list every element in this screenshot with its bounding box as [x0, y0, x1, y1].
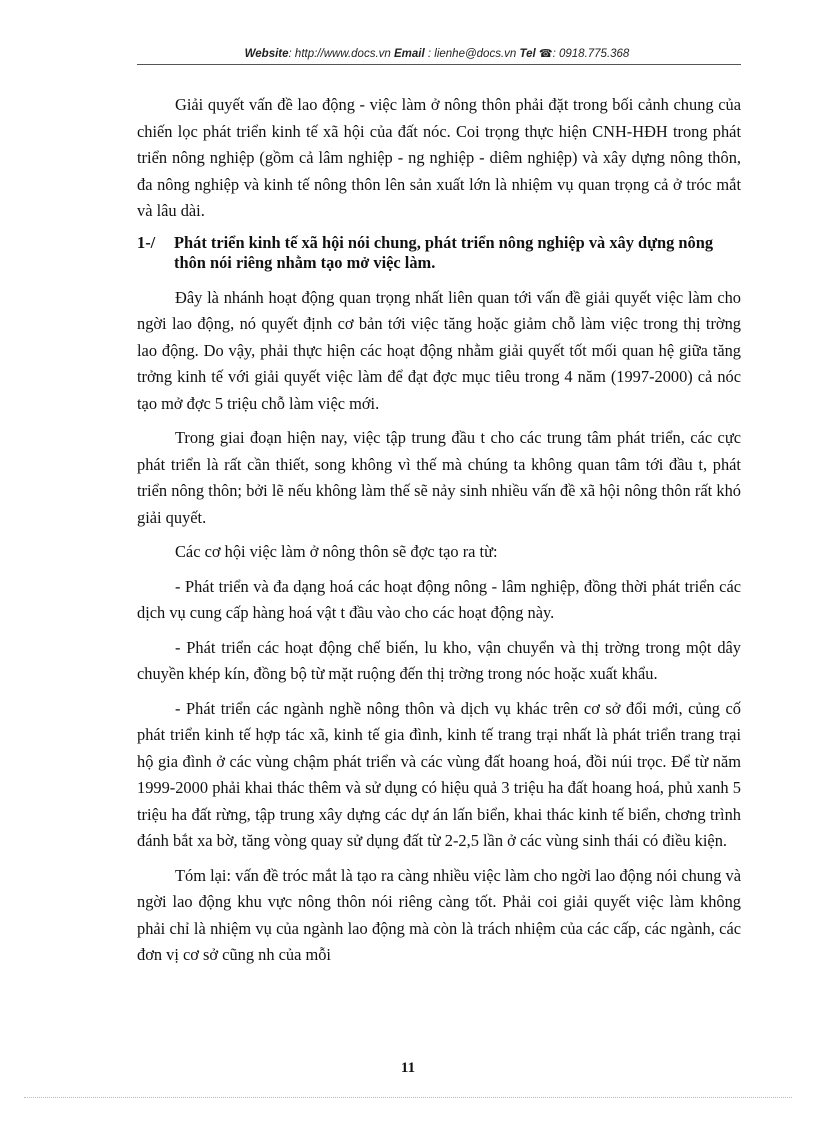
paragraph-6: - Phát triển các hoạt động chế biến, lu kho, vận chuyển và thị trờng trong một dây chuyền khép kín, đồng bộ từ mặt ruộng đến thị trờng trong nóc hoặc xuất khẩu.: [137, 637, 741, 683]
document-body: [137, 92, 741, 977]
paragraph-7: - Phát triển các ngành nghề nông thôn và dịch vụ khác trên cơ sở đổi mới, củng cố phát triển kinh tế hợp tác xã, kinh tế gia đình, kinh tế trang trại nhất là phát triển trang trại hộ gia đình ở các vùng chậm phát triển và các vùng đất hoang hoá, đồi núi trọc. Để từ năm 1999-2000 phải khai thác thêm và sử dụng có hiệu quả 3 triệu ha đất hoang hoá, phủ xanh 5 triệu ha đất rừng, tập trung xây dựng các dự án lấn biển, khai thác kinh tế biển, chơng trình đánh bắt xa bờ, tăng vòng quay sử dụng đất từ 2-2,5 lần ở các vùng sinh thái có điều kiện.: [137, 698, 741, 850]
section-heading-text: Phát triển kinh tế xã hội nói chung, phát triển nông nghiệp và xây dựng nông thôn nói riêng nhằm tạo mở việc làm.: [174, 232, 714, 272]
paragraph-4: Các cơ hội việc làm ở nông thôn sẽ đợc tạo ra từ:: [175, 542, 498, 561]
page-header: [137, 47, 737, 60]
phone-icon: ☎: [538, 48, 553, 60]
footer-divider: [24, 1097, 792, 1098]
header-divider: [137, 64, 741, 65]
tel-label: Tel: [519, 48, 536, 60]
tel-value: : 0918.775.368: [552, 48, 630, 60]
website-value: : http://www.docs.vn: [288, 48, 391, 60]
paragraph-5: - Phát triển và đa dạng hoá các hoạt động nông - lâm nghiệp, đồng thời phát triển các dịch vụ cung cấp hàng hoá vật t đầu vào cho các hoạt động này.: [137, 576, 741, 622]
email-label: Email: [394, 48, 425, 60]
section-heading: [137, 233, 741, 273]
paragraph-2: Đây là nhánh hoạt động quan trọng nhất liên quan tới vấn đề giải quyết việc làm cho ngời lao động, nó quyết định cơ bản tới việc tăng hoặc giảm chỗ làm việc trong thị trờng lao động. Do vậy, phải thực hiện các hoạt động nhằm giải quyết tốt mối quan hệ giữa tăng trởng kinh tế với giải quyết việc làm để đạt đợc mục tiêu trong 4 năm (1997-2000) cả nóc tạo mở đợc 5 triệu chỗ làm việc mới.: [137, 287, 741, 413]
paragraph-intro: Giải quyết vấn đề lao động - việc làm ở nông thôn phải đặt trong bối cảnh chung của chiến lọc phát triển kinh tế xã hội của đất nóc. Coi trọng thực hiện CNH-HĐH trong phát triển nông nghiệp (gồm cả lâm nghiệp - ng nghiệp - diêm nghiệp) và xây dựng nông thôn, đa nông nghiệp và kinh tế nông thôn lên sản xuất lớn là nhiệm vụ quan trọng cả ở tróc mắt và lâu dài.: [137, 95, 741, 220]
page-number: 11: [400, 1060, 416, 1076]
section-heading-number: 1-/: [137, 232, 156, 252]
email-value: : lienhe@docs.vn: [427, 48, 517, 60]
paragraph-8: Tóm lại: vấn đề tróc mắt là tạo ra càng nhiều việc làm cho ngời lao động nói chung và ngời lao động khu vực nông thôn nói riêng càng tốt. Phải coi giải quyết việc làm không phải chỉ là nhiệm vụ của ngành lao động mà còn là trách nhiệm của các cấp, các ngành, các đơn vị cơ sở cũng nh của mỗi: [137, 865, 741, 964]
website-label: Website: [244, 48, 289, 60]
paragraph-3: Trong giai đoạn hiện nay, việc tập trung đầu t cho các trung tâm phát triển, các cực phát triển là rất cần thiết, song không vì thế mà chúng ta không quan tâm tới đầu t, phát triển nông thôn; bởi lẽ nếu không làm thế sẽ nảy sinh nhiều vấn đề xã hội nông thôn rất khó giải quyết.: [137, 428, 741, 527]
